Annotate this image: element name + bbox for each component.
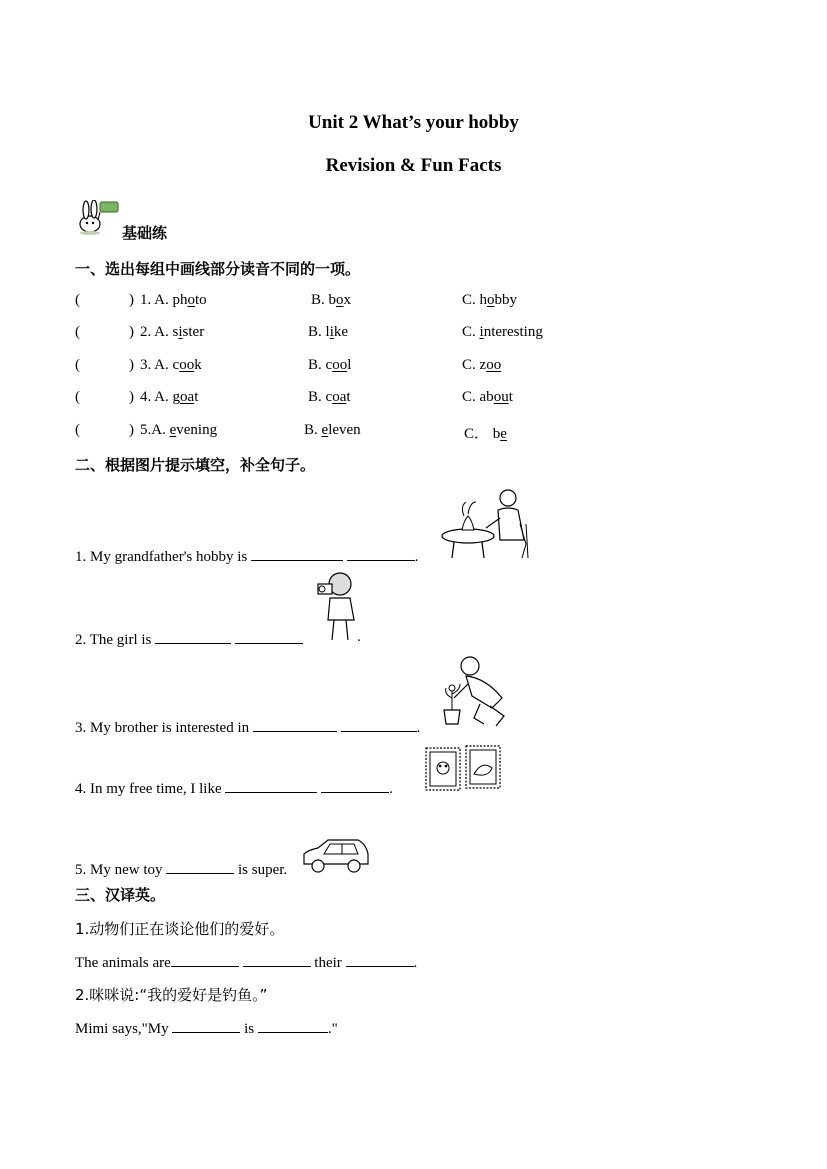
option-a-word <box>173 324 205 340</box>
word-part: b <box>328 292 337 308</box>
option-b-label: B. <box>308 357 322 373</box>
word-part: l <box>325 324 330 340</box>
option-b-label: B. <box>311 292 325 308</box>
q1-blank-1[interactable] <box>171 952 239 967</box>
answer-paren-open[interactable]: ( <box>75 324 80 340</box>
girl-camera-picture <box>314 570 358 644</box>
option-a <box>140 357 202 374</box>
option-a <box>140 292 207 309</box>
option-c-word <box>480 389 513 405</box>
sentence-4-text: 4. In my free time, I like <box>75 781 222 797</box>
word-part: vening <box>176 422 218 438</box>
sentence-1-text: 1. My grandfather's hobby is <box>75 549 248 565</box>
sentence-3-text: 3. My brother is interested in <box>75 720 250 736</box>
underlined-letters: oa <box>180 389 195 405</box>
option-c-word <box>493 426 507 442</box>
answer-paren-close: ) <box>129 389 134 405</box>
option-a-label: 1. A. <box>140 292 169 308</box>
page-title: Unit 2 What’s your hobby <box>308 112 519 133</box>
option-b-label: B. <box>308 324 322 340</box>
word-part: leven <box>328 422 361 438</box>
option-a-label: 3. A. <box>140 357 169 373</box>
answer-paren-close: ) <box>129 292 134 308</box>
part3-heading: 三、汉译英。 <box>75 886 166 904</box>
option-c-word <box>480 357 502 373</box>
word-part: h <box>479 292 488 308</box>
badge-label: 基础练 <box>122 224 168 242</box>
stamps-picture <box>424 744 504 792</box>
underlined-letters: e <box>169 422 177 438</box>
blank-4b[interactable] <box>321 778 389 793</box>
grandfather-gardening-picture <box>440 484 532 560</box>
part3-q2-answer <box>75 1018 338 1038</box>
part1-heading: 一、选出每组中画线部分读音不同的一项。 <box>75 260 361 278</box>
q2-blank-1[interactable] <box>172 1018 240 1033</box>
underlined-letters: oo <box>486 357 502 373</box>
option-c <box>462 292 517 309</box>
option-b <box>304 422 361 439</box>
option-b-word <box>326 324 349 340</box>
word-part: t <box>194 389 199 405</box>
q1-text-end: . <box>413 955 418 971</box>
q2-blank-2[interactable] <box>258 1018 328 1033</box>
word-part: s <box>172 324 179 340</box>
option-c <box>464 422 507 443</box>
option-b-label: B. <box>304 422 318 438</box>
word-part: k <box>194 357 202 373</box>
option-c-label: C. <box>462 292 476 308</box>
option-a-label: 4. A. <box>140 389 169 405</box>
q1-text-mid: their <box>314 955 342 971</box>
sentence-2-text: 2. The girl is <box>75 632 152 648</box>
word-part: to <box>195 292 207 308</box>
word-part: bby <box>494 292 518 308</box>
answer-paren-open[interactable]: ( <box>75 292 80 308</box>
option-c-word <box>480 324 543 340</box>
option-a-word <box>173 389 199 405</box>
option-c-word <box>480 292 518 308</box>
word-part: ab <box>479 389 494 405</box>
option-b <box>308 357 351 374</box>
part3-q1-chinese: 1.动物们正在谈论他们的爱好。 <box>75 920 285 938</box>
underlined-letters: oa <box>332 389 347 405</box>
underlined-letters: ou <box>493 389 509 405</box>
blank-4a[interactable] <box>225 778 317 793</box>
part3-q2-chinese: 2.咪咪说:“我的爱好是钓鱼。” <box>75 986 268 1004</box>
underlined-letters: e <box>500 426 507 442</box>
underlined-letters: i <box>178 324 183 340</box>
word-part: t <box>508 389 513 405</box>
option-b <box>308 389 351 406</box>
option-a-label: 2. A. <box>140 324 169 340</box>
word-part: c <box>325 389 333 405</box>
underlined-letters: o <box>187 292 196 308</box>
toy-car-picture <box>300 836 372 876</box>
q1-blank-3[interactable] <box>346 952 414 967</box>
word-part: ke <box>333 324 349 340</box>
blank-1a[interactable] <box>251 546 343 561</box>
word-part: t <box>346 389 351 405</box>
underlined-letters: o <box>487 292 495 308</box>
option-a-word <box>170 422 218 438</box>
blank-5a[interactable] <box>166 859 234 874</box>
answer-paren-close: ) <box>129 324 134 340</box>
word-part: ster <box>182 324 205 340</box>
option-c-label: C. <box>462 324 476 340</box>
option-c-label: C． <box>464 426 490 442</box>
q2-text-mid: is <box>244 1021 255 1037</box>
sentence-4-end: . <box>389 781 393 797</box>
option-b <box>311 292 351 309</box>
sentence-2-end: . <box>357 629 361 645</box>
option-a <box>140 324 204 341</box>
option-b-word <box>329 292 352 308</box>
part2-heading: 二、根据图片提示填空，补全句子。 <box>75 456 316 474</box>
blank-3b[interactable] <box>341 717 417 732</box>
option-a-label: 5.A. <box>140 422 166 438</box>
answer-paren-open[interactable]: ( <box>75 389 80 405</box>
option-c <box>462 324 543 341</box>
word-part: nteresting <box>483 324 543 340</box>
underlined-letters: o <box>336 292 344 308</box>
answer-paren-open[interactable]: ( <box>75 422 80 438</box>
word-part: c <box>172 357 180 373</box>
answer-paren-close: ) <box>129 422 134 438</box>
underlined-letters: oo <box>179 357 195 373</box>
rabbit-icon <box>76 200 122 236</box>
underlined-letters: i <box>329 324 334 340</box>
part3-q1-answer <box>75 952 417 972</box>
answer-paren-close: ) <box>129 357 134 373</box>
blank-2a[interactable] <box>155 629 231 644</box>
word-part: ph <box>172 292 188 308</box>
fill-sentence-2 <box>75 629 303 649</box>
word-part: x <box>343 292 352 308</box>
answer-paren-open[interactable]: ( <box>75 357 80 373</box>
blank-2b[interactable] <box>235 629 303 644</box>
fill-sentence-4 <box>75 778 393 798</box>
option-a-word <box>173 357 202 373</box>
underlined-letters: i <box>479 324 484 340</box>
option-b-word <box>322 422 361 438</box>
option-c <box>462 389 513 406</box>
word-part: l <box>347 357 352 373</box>
q2-text-end: ." <box>327 1021 338 1037</box>
sentence-5-text: 5. My new toy <box>75 862 163 878</box>
option-a <box>140 422 217 439</box>
option-a-word <box>173 292 207 308</box>
sentence-1-end: . <box>414 549 419 565</box>
sentence-5-end: is super. <box>238 862 288 878</box>
blank-3a[interactable] <box>253 717 337 732</box>
q1-blank-2[interactable] <box>243 952 311 967</box>
word-part: b <box>492 426 501 442</box>
fill-sentence-5 <box>75 859 287 879</box>
brother-planting-picture <box>440 654 514 730</box>
word-part: c <box>325 357 333 373</box>
sentence-3-end: . <box>416 720 421 736</box>
q2-text-start: Mimi says,"My <box>75 1021 169 1037</box>
blank-1b[interactable] <box>347 546 415 561</box>
option-b-label: B. <box>308 389 322 405</box>
page-subtitle: Revision & Fun Facts <box>325 155 502 176</box>
underlined-letters: e <box>321 422 329 438</box>
option-b-word <box>326 389 351 405</box>
fill-sentence-3 <box>75 717 420 737</box>
option-c-label: C. <box>462 389 476 405</box>
option-a <box>140 389 198 406</box>
fill-sentence-1 <box>75 546 419 566</box>
option-c-label: C. <box>462 357 476 373</box>
word-part: z <box>479 357 487 373</box>
option-c <box>462 357 501 374</box>
option-b <box>308 324 348 341</box>
underlined-letters: oo <box>332 357 348 373</box>
option-b-word <box>326 357 352 373</box>
word-part: g <box>172 389 181 405</box>
q1-text-start: The animals are <box>75 955 171 971</box>
